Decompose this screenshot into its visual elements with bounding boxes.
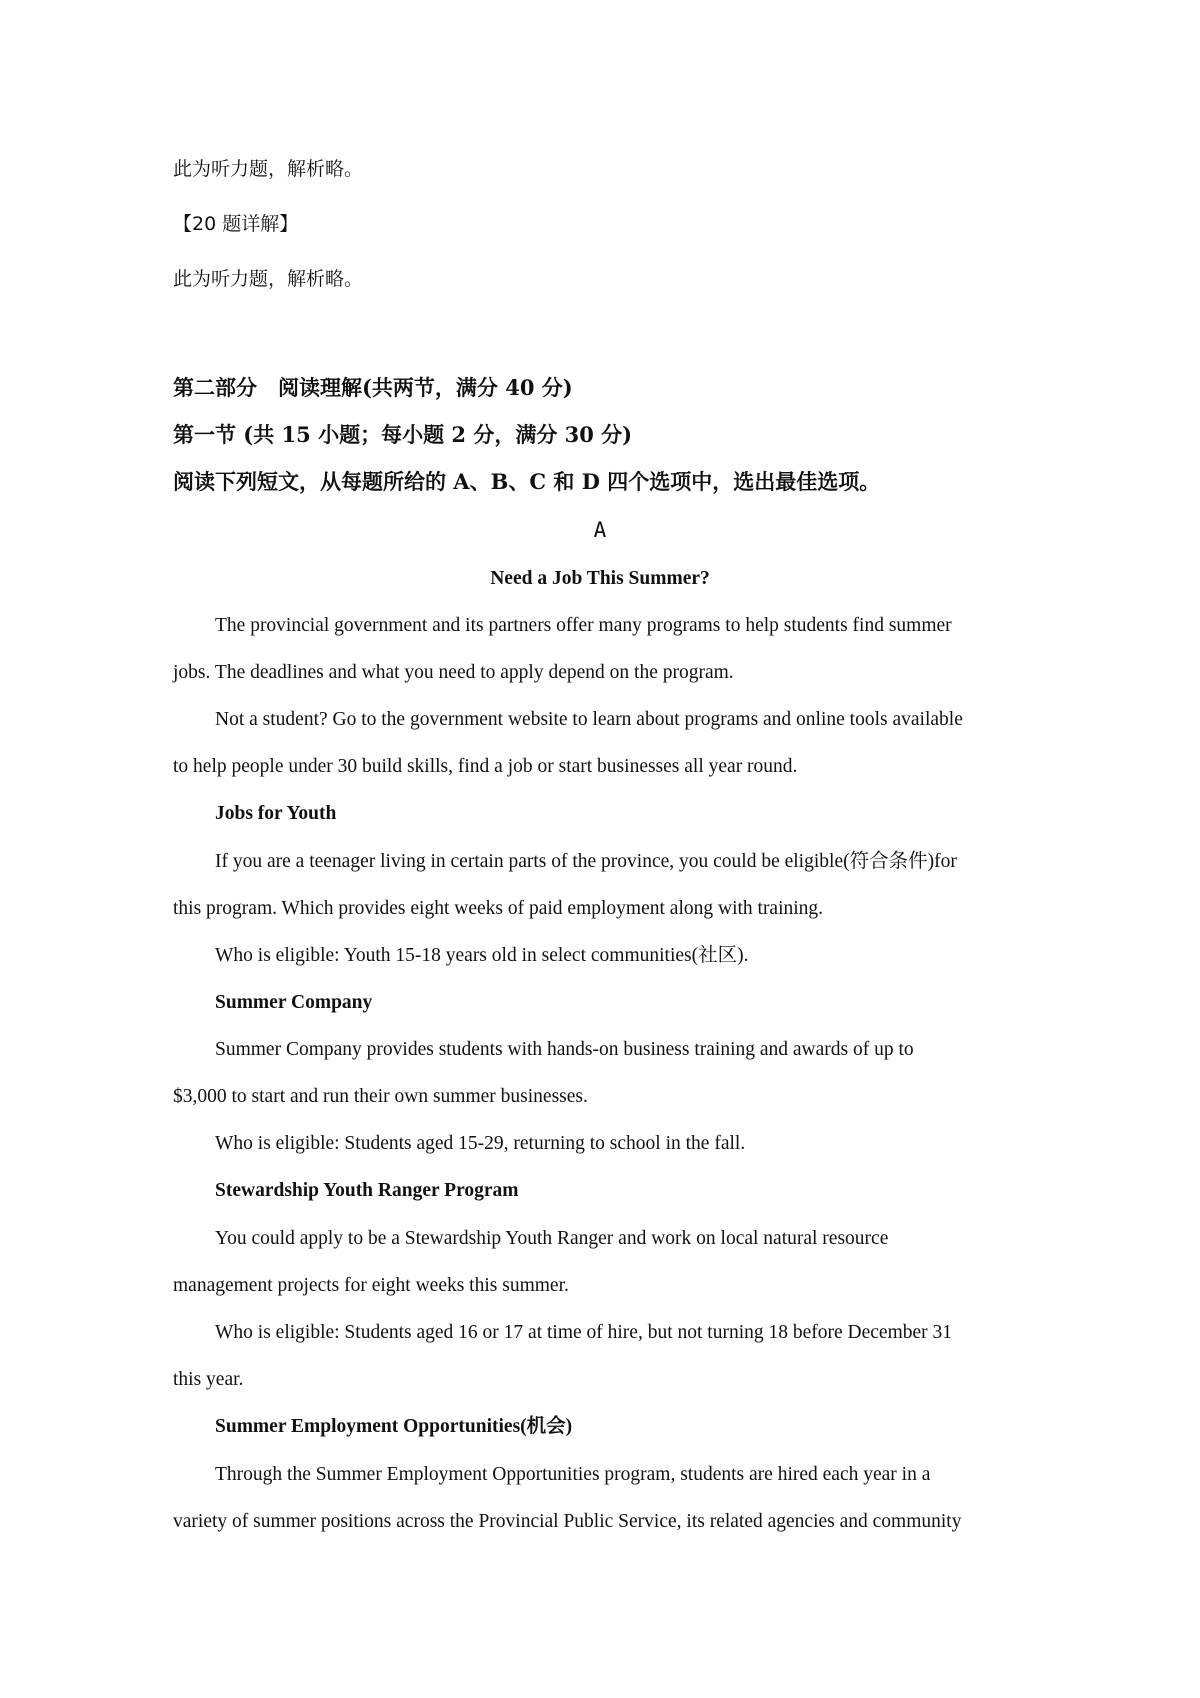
paragraph-line: to help people under 30 build skills, find a job or start businesses all year round. <box>173 756 798 777</box>
program-heading: Jobs for Youth <box>215 803 337 824</box>
paragraph-line: this program. Which provides eight weeks of paid employment along with training. <box>173 898 824 919</box>
paragraph-line: Summer Company provides students with hands-on business training and awards of up to <box>215 1039 914 1060</box>
program-heading: Summer Company <box>215 992 373 1013</box>
paragraph-line: management projects for eight weeks this summer. <box>173 1275 569 1296</box>
paragraph-line: $3,000 to start and run their own summer businesses. <box>173 1086 588 1107</box>
paragraph-line: jobs. The deadlines and what you need to apply depend on the program. <box>173 662 734 683</box>
eligibility-line: Who is eligible: Youth 15-18 years old in select communities(社区). <box>215 945 749 966</box>
passage-label: A <box>593 518 607 542</box>
eligibility-line: this year. <box>173 1369 244 1390</box>
eligibility-line: Who is eligible: Students aged 16 or 17 at time of hire, but not turning 18 before December 31 <box>215 1322 953 1343</box>
passage-title: Need a Job This Summer? <box>490 568 710 589</box>
eligibility-line: Who is eligible: Students aged 15-29, returning to school in the fall. <box>215 1133 746 1154</box>
program-heading: Summer Employment Opportunities(机会) <box>215 1416 573 1437</box>
listening-note: 此为听力题，解析略。 <box>173 158 364 180</box>
paragraph-line: Through the Summer Employment Opportunities program, students are hired each year in a <box>215 1464 931 1485</box>
subsection-title: 第一节 (共 15 小题；每小题 2 分，满分 30 分) <box>173 422 633 447</box>
paragraph-line: You could apply to be a Stewardship Youth Ranger and work on local natural resource <box>215 1228 889 1249</box>
paragraph-line: variety of summer positions across the Provincial Public Service, its related agencies and community <box>173 1511 962 1532</box>
listening-note: 此为听力题，解析略。 <box>173 268 364 290</box>
paragraph-line: Not a student? Go to the government website to learn about programs and online tools available <box>215 709 963 730</box>
paragraph-line: The provincial government and its partners offer many programs to help students find summer <box>215 615 952 636</box>
question-20-heading: 【20 题详解】 <box>173 213 299 235</box>
program-heading: Stewardship Youth Ranger Program <box>215 1180 519 1201</box>
paragraph-line: If you are a teenager living in certain parts of the province, you could be eligible(符合条件)for <box>215 851 957 872</box>
part-title: 第二部分 阅读理解(共两节，满分 40 分) <box>173 375 573 400</box>
instruction: 阅读下列短文，从每题所给的 A、B、C 和 D 四个选项中，选出最佳选项。 <box>173 469 881 494</box>
